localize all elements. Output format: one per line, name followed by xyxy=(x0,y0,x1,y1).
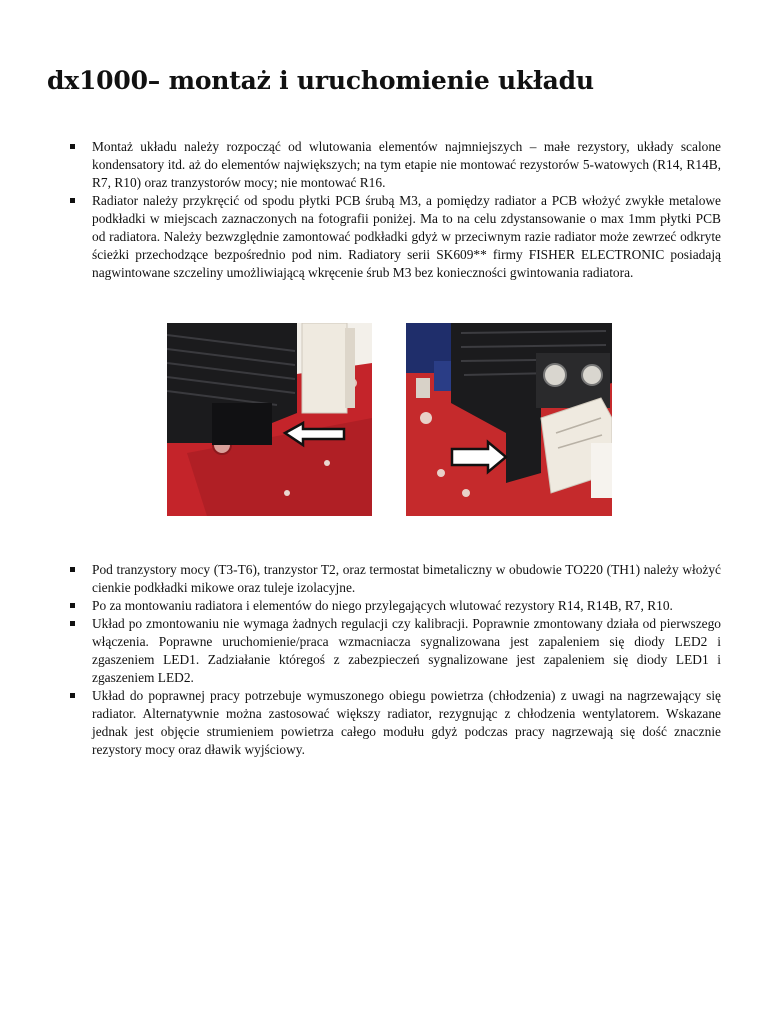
photo-left-illustration xyxy=(167,323,372,516)
list-item: Układ po zmontowaniu nie wymaga żadnych regulacji czy kalibracji. Poprawnie zmontowany działa od pierwszego włączenia. Poprawne uruchomienie/praca wzmacniacza sygnalizowana jest zapaleniem się diody LED2 i zgaszeniem LED1. Zadziałanie któregoś z zabezpieczeń sygnalizowane jest zapaleniem się diody LED1 i zgaszeniem LED2. xyxy=(92,616,721,685)
heatsink-washer-photo-right xyxy=(406,323,612,516)
photo-right-illustration xyxy=(406,323,612,516)
list-item: Układ do poprawnej pracy potrzebuje wymuszonego obiegu powietrza (chłodzenia) z uwagi na nagrzewający się radiator. Alternatywnie można zastosować większy radiator, rezygnując z chłodzenia wentylatorem. Wskazane jednak jest objęcie strumieniem powietrza całego modułu gdyż podczas pracy nagrzewają się dość znacznie rezystory mocy oraz dławik wyjściowy. xyxy=(92,688,721,757)
list-item: Radiator należy przykręcić od spodu płytki PCB śrubą M3, a pomiędzy radiator a PCB włożyć zwykłe metalowe podkładki w miejscach zaznaczonych na fotografii poniżej. Ma to na celu zdystansowanie o max 1mm płytki PCB od radiatora. Należy bezwzględnie zamontować podkładki gdyż w przeciwnym razie radiator może zewrzeć odkryte ścieżki przechodzące bezpośrednio pod nim. Radiatory serii SK609** firmy FISHER ELECTRONIC posiadają nagwintowane szczeliny umożliwiającą wkręcenie śrub M3 bez konieczności gwintowania radiatora. xyxy=(92,193,721,280)
instructions-list-1 xyxy=(92,138,721,282)
page-title: dx1000– montaż i uruchomienie układu xyxy=(47,66,594,95)
instructions-list-2 xyxy=(92,561,721,759)
heatsink-washer-photo-left xyxy=(167,323,372,516)
list-item: Pod tranzystory mocy (T3-T6), tranzystor T2, oraz termostat bimetaliczny w obudowie TO220 (TH1) należy włożyć cienkie podkładki mikowe oraz tuleje izolacyjne. xyxy=(92,562,721,595)
list-item: Po za montowaniu radiatora i elementów do niego przylegających wlutować rezystory R14, R14B, R7, R10. xyxy=(92,597,721,615)
list-item: Montaż układu należy rozpocząć od wlutowania elementów najmniejszych – małe rezystory, układy scalone kondensatory itd. aż do elementów największych; na tym etapie nie montować rezystorów 5-watowych (R14, R14B, R7, R10) oraz tranzystorów mocy; nie montować R16. xyxy=(92,139,721,190)
